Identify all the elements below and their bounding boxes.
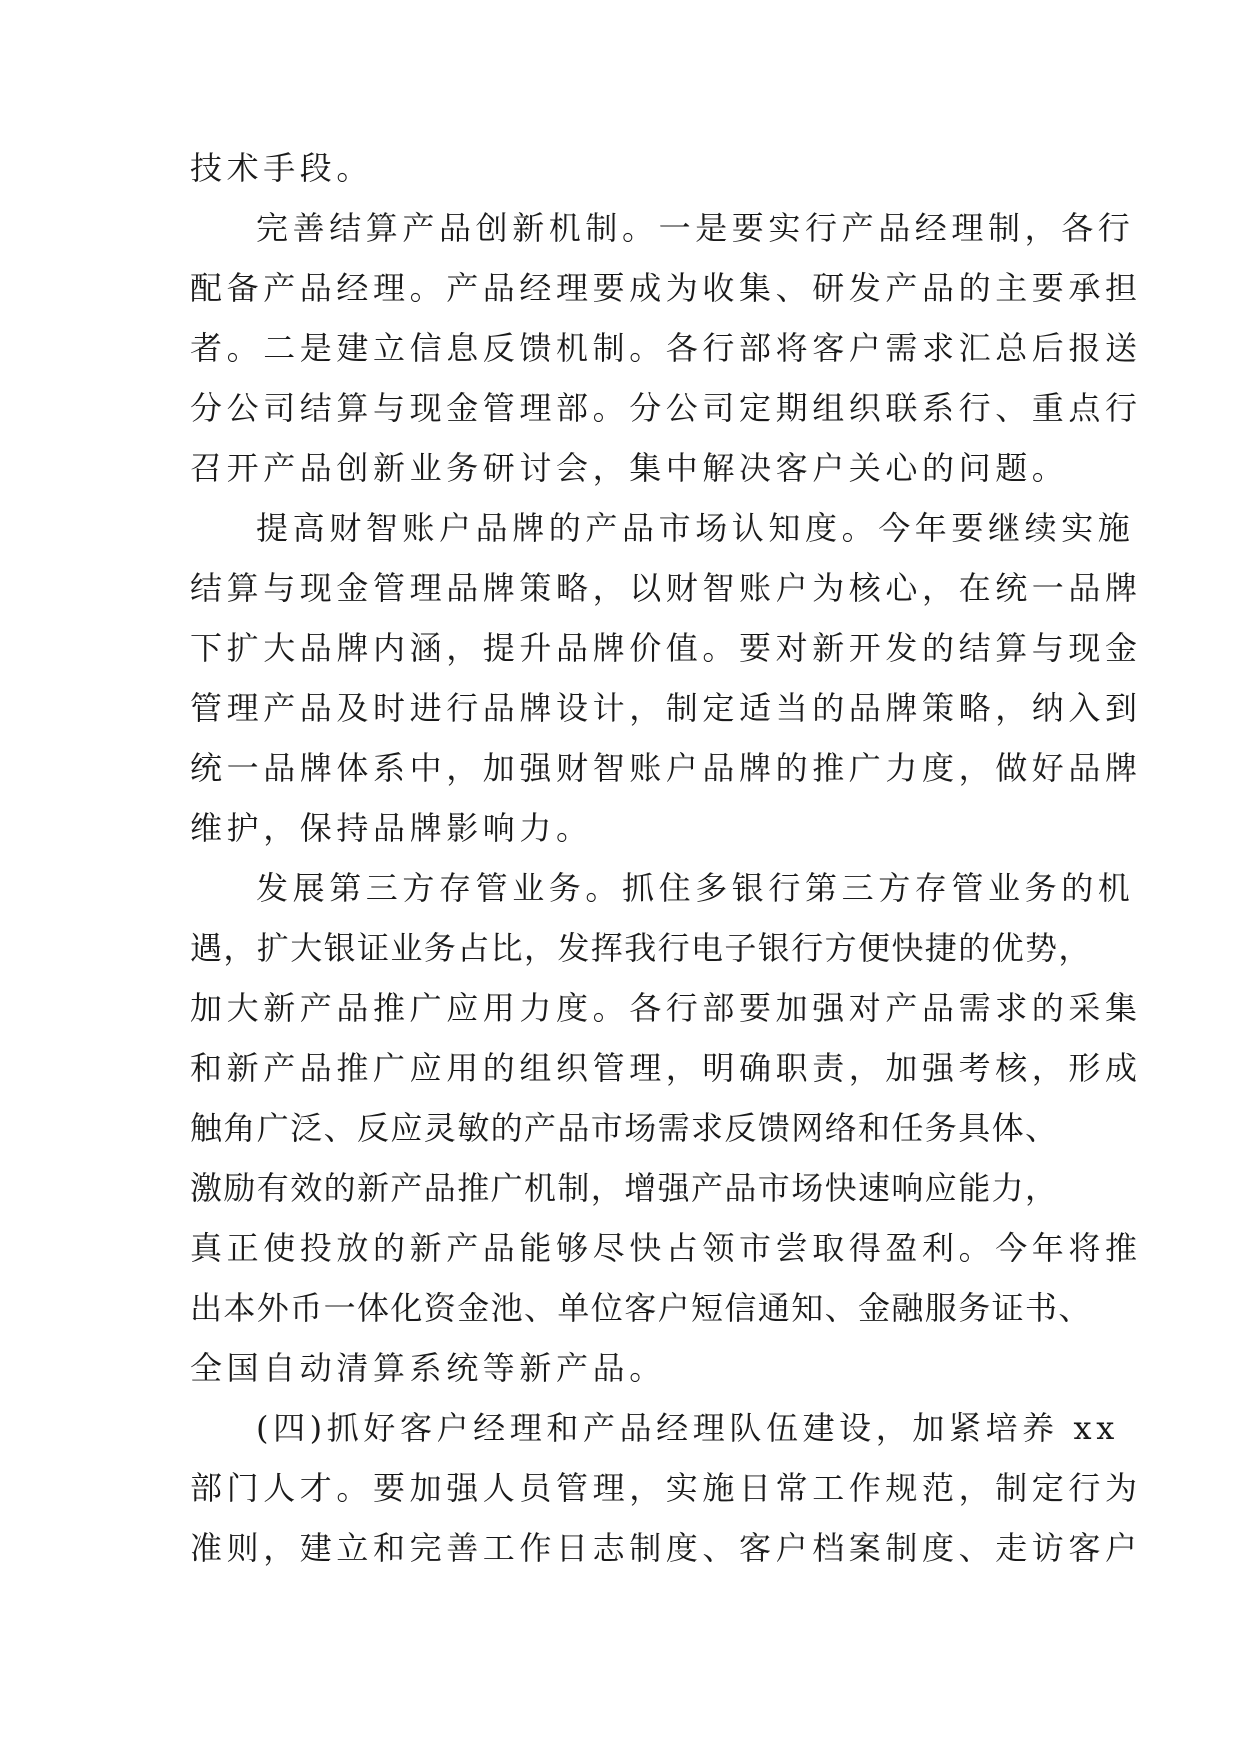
text-line-13: 发展第三方存管业务。抓住多银行第三方存管业务的机: [256, 869, 1135, 907]
text-line-7: 提高财智账户品牌的产品市场认知度。今年要继续实施: [256, 509, 1135, 547]
text-line-24: 准则，建立和完善工作日志制度、客户档案制度、走访客户: [190, 1529, 1142, 1567]
text-line-22: (四)抓好客户经理和产品经理队伍建设，加紧培养 xx: [256, 1409, 1119, 1447]
document-page: [190, 138, 1142, 1578]
text-line-17: 触角广泛、反应灵敏的产品市场需求反馈网络和任务具体、: [190, 1109, 1059, 1147]
text-line-16: 和新产品推广应用的组织管理，明确职责，加强考核，形成: [190, 1049, 1142, 1087]
text-line-12: 维护，保持品牌影响力。: [190, 809, 593, 847]
text-line-15: 加大新产品推广应用力度。各行部要加强对产品需求的采集: [190, 989, 1142, 1027]
text-line-5: 分公司结算与现金管理部。分公司定期组织联系行、重点行: [190, 389, 1142, 427]
text-line-20: 出本外币一体化资金池、单位客户短信通知、金融服务证书、: [190, 1289, 1092, 1327]
text-line-21: 全国自动清算系统等新产品。: [190, 1349, 666, 1387]
text-line-23: 部门人才。要加强人员管理，实施日常工作规范，制定行为: [190, 1469, 1142, 1507]
text-line-6: 召开产品创新业务研讨会，集中解决客户关心的问题。: [190, 449, 1069, 487]
text-line-19: 真正使投放的新产品能够尽快占领市尝取得盈利。今年将推: [190, 1229, 1142, 1267]
text-line-4: 者。二是建立信息反馈机制。各行部将客户需求汇总后报送: [190, 329, 1142, 367]
text-line-10: 管理产品及时进行品牌设计，制定适当的品牌策略，纳入到: [190, 689, 1142, 727]
text-line-3: 配备产品经理。产品经理要成为收集、研发产品的主要承担: [190, 269, 1142, 307]
text-line-11: 统一品牌体系中，加强财智账户品牌的推广力度，做好品牌: [190, 749, 1142, 787]
text-line-18: 激励有效的新产品推广机制，增强产品市场快速响应能力，: [190, 1169, 1059, 1207]
text-line-14: 遇，扩大银证业务占比，发挥我行电子银行方便快捷的优势，: [190, 929, 1092, 967]
text-line-8: 结算与现金管理品牌策略，以财智账户为核心，在统一品牌: [190, 569, 1142, 607]
text-line-1: 技术手段。: [190, 149, 374, 187]
text-line-9: 下扩大品牌内涵，提升品牌价值。要对新开发的结算与现金: [190, 629, 1142, 667]
text-line-2: 完善结算产品创新机制。一是要实行产品经理制，各行: [256, 209, 1135, 247]
